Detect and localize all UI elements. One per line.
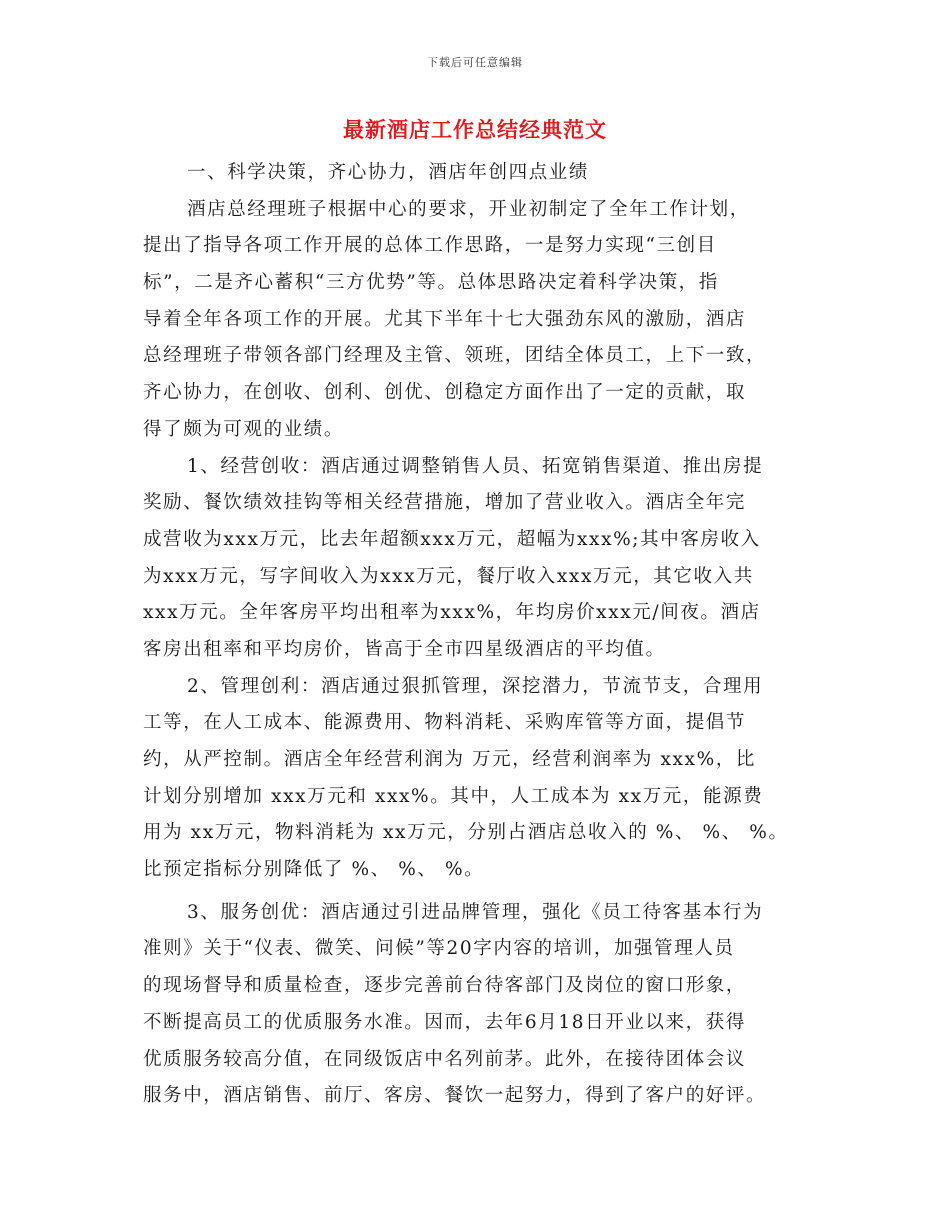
paragraph-line: 得了颇为可观的业绩。 <box>143 418 345 440</box>
paragraph-line: 约，从严控制。酒店全年经营利润为 万元，经营利润率为 xxx%，比 <box>143 749 756 770</box>
paragraph-line: 奖励、餐饮绩效挂钩等相关经营措施，增加了营业收入。酒店全年完 <box>143 492 747 514</box>
paragraph-line: 用为 xx万元，物料消耗为 xx万元，分别占酒店总收入的 %、 %、 %。 <box>143 822 789 844</box>
paragraph-line: 齐心协力，在创收、创利、创优、创稳定方面作出了一定的贡献，取 <box>143 382 747 404</box>
paragraph-line: 酒店总经理班子根据中心的要求，开业初制定了全年工作计划， <box>187 198 750 220</box>
paragraph-line: 计划分别增加 xxx万元和 xxx%。其中，人工成本为 xx万元，能源费 <box>143 785 764 807</box>
paragraph-line: 的现场督导和质量检查，逐步完善前台待客部门及岗位的窗口形象， <box>143 975 747 997</box>
paragraph-line: 3、服务创优：酒店通过引进品牌管理，强化《员工待客基本行为 <box>187 901 764 923</box>
paragraph-line: 2、管理创利：酒店通过狠抓管理，深挖潜力，节流节支，合理用 <box>187 675 764 697</box>
paragraph-line: 准则》关于“仪表、微笑、问候”等20字内容的培训，加强管理人员 <box>143 938 735 960</box>
paragraph-line: 成营收为xxx万元，比去年超额xxx万元，超幅为xxx%;其中客房收入 <box>143 528 761 550</box>
paragraph-line: 不断提高员工的优质服务水准。因而，去年6月18日开业以来，获得 <box>143 1011 746 1033</box>
paragraph-line: 客房出租率和平均房价，皆高于全市四星级酒店的平均值。 <box>143 638 666 660</box>
paragraph-line: 为xxx万元，写字间收入为xxx万元，餐厅收入xxx万元，其它收入共 <box>143 565 754 587</box>
paragraph-line: 标”，二是齐心蓄积“三方优势”等。总体思路决定着科学决策，指 <box>143 272 719 294</box>
paragraph-line: 工等，在人工成本、能源费用、物料消耗、采购库管等方面，提倡节 <box>143 712 747 734</box>
paragraph-line: 比预定指标分别降低了 %、 %、 %。 <box>143 859 485 881</box>
paragraph-line: 总经理班子带领各部门经理及主管、领班，团结全体员工，上下一致， <box>143 345 767 367</box>
paragraph-line: 1、经营创收：酒店通过调整销售人员、拓宽销售渠道、推出房提 <box>187 455 764 477</box>
paragraph-line: 优质服务较高分值，在同级饭店中名列前茅。此外，在接待团体会议 <box>143 1048 747 1070</box>
page-title: 最新酒店工作总结经典范文 <box>343 117 607 142</box>
document-body <box>143 155 815 1115</box>
header-note: 下载后可任意编辑 <box>427 56 523 69</box>
section-heading: 一、科学决策，齐心协力，酒店年创四点业绩 <box>187 162 590 183</box>
paragraph-line: 导着全年各项工作的开展。尤其下半年十七大强劲东风的激励，酒店 <box>143 308 747 330</box>
paragraph-line: xxx万元。全年客房平均出租率为xxx%，年均房价xxx元/间夜。酒店 <box>143 602 761 624</box>
paragraph-line: 提出了指导各项工作开展的总体工作思路，一是努力实现“三创目 <box>143 235 717 257</box>
paragraph-line: 服务中，酒店销售、前厅、客房、餐饮一起努力，得到了客户的好评。 <box>143 1085 767 1107</box>
